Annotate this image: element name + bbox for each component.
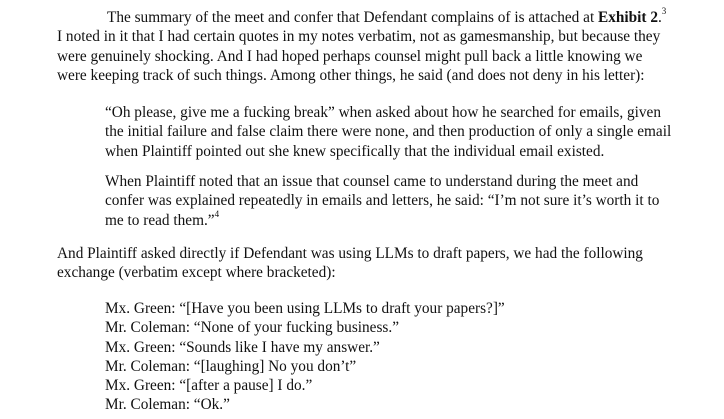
quote2-line-1: When Plaintiff noted that an issue that counsel came to understand during the meet and	[105, 173, 639, 190]
quote1-line-1: “Oh please, give me a fucking break” when asked about how he searched for emails, given	[105, 104, 661, 121]
intro-line-4: were keeping track of such things. Among other things, he said (and does not deny in his letter):	[57, 66, 645, 84]
quote2-line-2: confer was explained repeatedly in emails and letters, he said: “I’m not sure it’s worth it to	[105, 192, 660, 210]
intro-line-1	[57, 5, 717, 27]
exchange-intro-paragraph	[57, 244, 717, 283]
dialogue-line: Mr. Coleman: “None of your fucking business.”	[105, 319, 399, 337]
dialogue-line: Mr. Coleman: “Ok.”	[105, 396, 230, 414]
dialogue-line: Mx. Green: “[after a pause] I do.”	[105, 377, 313, 395]
dialogue-line: Mx. Green: “[Have you been using LLMs to draft your papers?]”	[105, 300, 505, 317]
intro-line-2: I noted in it that I had certain quotes in my notes verbatim, not as gamesmanship, but because they	[57, 28, 661, 46]
block-quote-2	[105, 172, 705, 230]
dialogue-block	[105, 299, 705, 415]
quote1-line-2: the initial failure and false claim there were none, and then production of only a single email	[105, 123, 672, 141]
footnote-ref-3: 3	[661, 5, 667, 16]
dialogue-line: Mr. Coleman: “[laughing] No you don’t”	[105, 357, 357, 375]
intro-line-3: were genuinely shocking. And I had hoped perhaps counsel might pull back a little knowing we	[57, 47, 643, 65]
quote1-line-3: when Plaintiff pointed out she knew specifically that the individual email existed.	[105, 142, 605, 160]
quote2-line-3-text: me to read them.”	[105, 211, 215, 229]
footnote-ref-4: 4	[214, 208, 220, 219]
quote2-line-3	[105, 208, 705, 230]
intro-line-1-text: The summary of the meet and confer that Defendant complains of is attached at	[107, 9, 599, 26]
dialogue-line: Mx. Green: “Sounds like I have my answer.”	[105, 338, 380, 356]
exchange-intro-line-1: And Plaintiff asked directly if Defendant was using LLMs to draft papers, we had the following	[57, 245, 643, 262]
exchange-intro-line-2: exchange (verbatim except where bracketed):	[57, 264, 336, 282]
intro-line-1-period: .	[657, 9, 662, 26]
intro-paragraph	[57, 5, 717, 85]
block-quote-1	[105, 103, 705, 161]
exhibit-reference: Exhibit 2	[598, 9, 658, 26]
